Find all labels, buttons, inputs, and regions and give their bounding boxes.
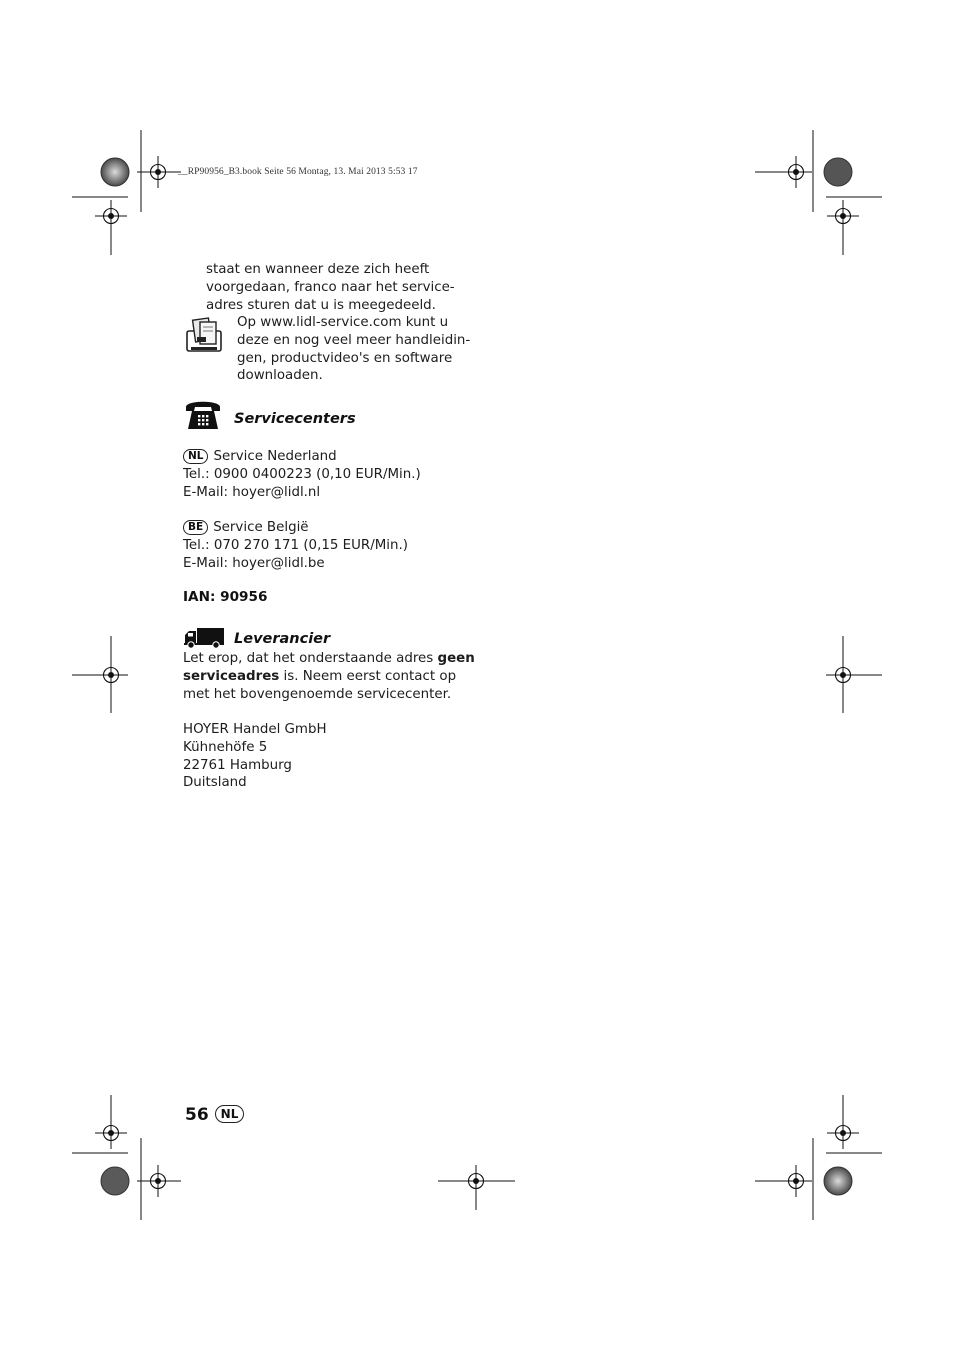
supplier-address bbox=[183, 721, 327, 792]
manual-download-icon bbox=[185, 317, 223, 353]
leverancier-heading: Leverancier bbox=[234, 631, 331, 647]
language-badge: NL bbox=[215, 1105, 245, 1123]
address-line: HOYER Handel GmbH bbox=[183, 722, 327, 737]
service-nl-phone: Tel.: 0900 0400223 (0,10 EUR/Min.) bbox=[183, 466, 421, 482]
service-be-email: E-Mail: hoyer@lidl.be bbox=[183, 555, 325, 571]
note-emphasis: geen bbox=[437, 651, 475, 666]
intro-text bbox=[206, 261, 455, 314]
delivery-truck-icon bbox=[183, 627, 225, 649]
be-country-badge: BE bbox=[183, 520, 208, 535]
download-line: gen, productvideo's en software bbox=[237, 350, 453, 366]
service-be-phone: Tel.: 070 270 171 (0,15 EUR/Min.) bbox=[183, 537, 408, 553]
nl-country-badge: NL bbox=[183, 449, 208, 464]
address-line: Kühnehöfe 5 bbox=[183, 739, 268, 755]
address-line: 22761 Hamburg bbox=[183, 757, 292, 773]
service-nl-block bbox=[183, 448, 421, 501]
service-nl-name: Service Nederland bbox=[213, 449, 337, 464]
download-text bbox=[237, 314, 470, 385]
service-be-block bbox=[183, 519, 408, 572]
intro-line: staat en wanneer deze zich heeft bbox=[206, 262, 430, 277]
note-text: met het bovengenoemde servicecenter. bbox=[183, 686, 452, 702]
service-be-name: Service België bbox=[213, 520, 309, 535]
intro-line: adres sturen dat u is meegedeeld. bbox=[206, 297, 436, 313]
ian-number: IAN: 90956 bbox=[183, 589, 268, 605]
download-line: Op www.lidl-service.com kunt u bbox=[237, 315, 449, 330]
page-number: 56 bbox=[185, 1105, 209, 1125]
intro-line: voorgedaan, franco naar het service- bbox=[206, 279, 455, 295]
servicecenters-heading: Servicecenters bbox=[234, 411, 356, 427]
telephone-icon bbox=[183, 398, 223, 431]
page-footer bbox=[185, 1105, 244, 1125]
leverancier-note bbox=[183, 650, 475, 703]
note-text: Let erop, dat het onderstaande adres bbox=[183, 651, 438, 666]
note-emphasis: serviceadres bbox=[183, 668, 280, 684]
download-line: downloaden. bbox=[237, 368, 323, 384]
print-header: __RP90956_B3.book Seite 56 Montag, 13. Mai 2013 5:53 17 bbox=[178, 167, 418, 177]
download-line: deze en nog veel meer handleidin- bbox=[237, 332, 471, 348]
note-text: is. Neem eerst contact op bbox=[279, 668, 457, 684]
address-line: Duitsland bbox=[183, 775, 247, 791]
service-nl-email: E-Mail: hoyer@lidl.nl bbox=[183, 484, 321, 500]
